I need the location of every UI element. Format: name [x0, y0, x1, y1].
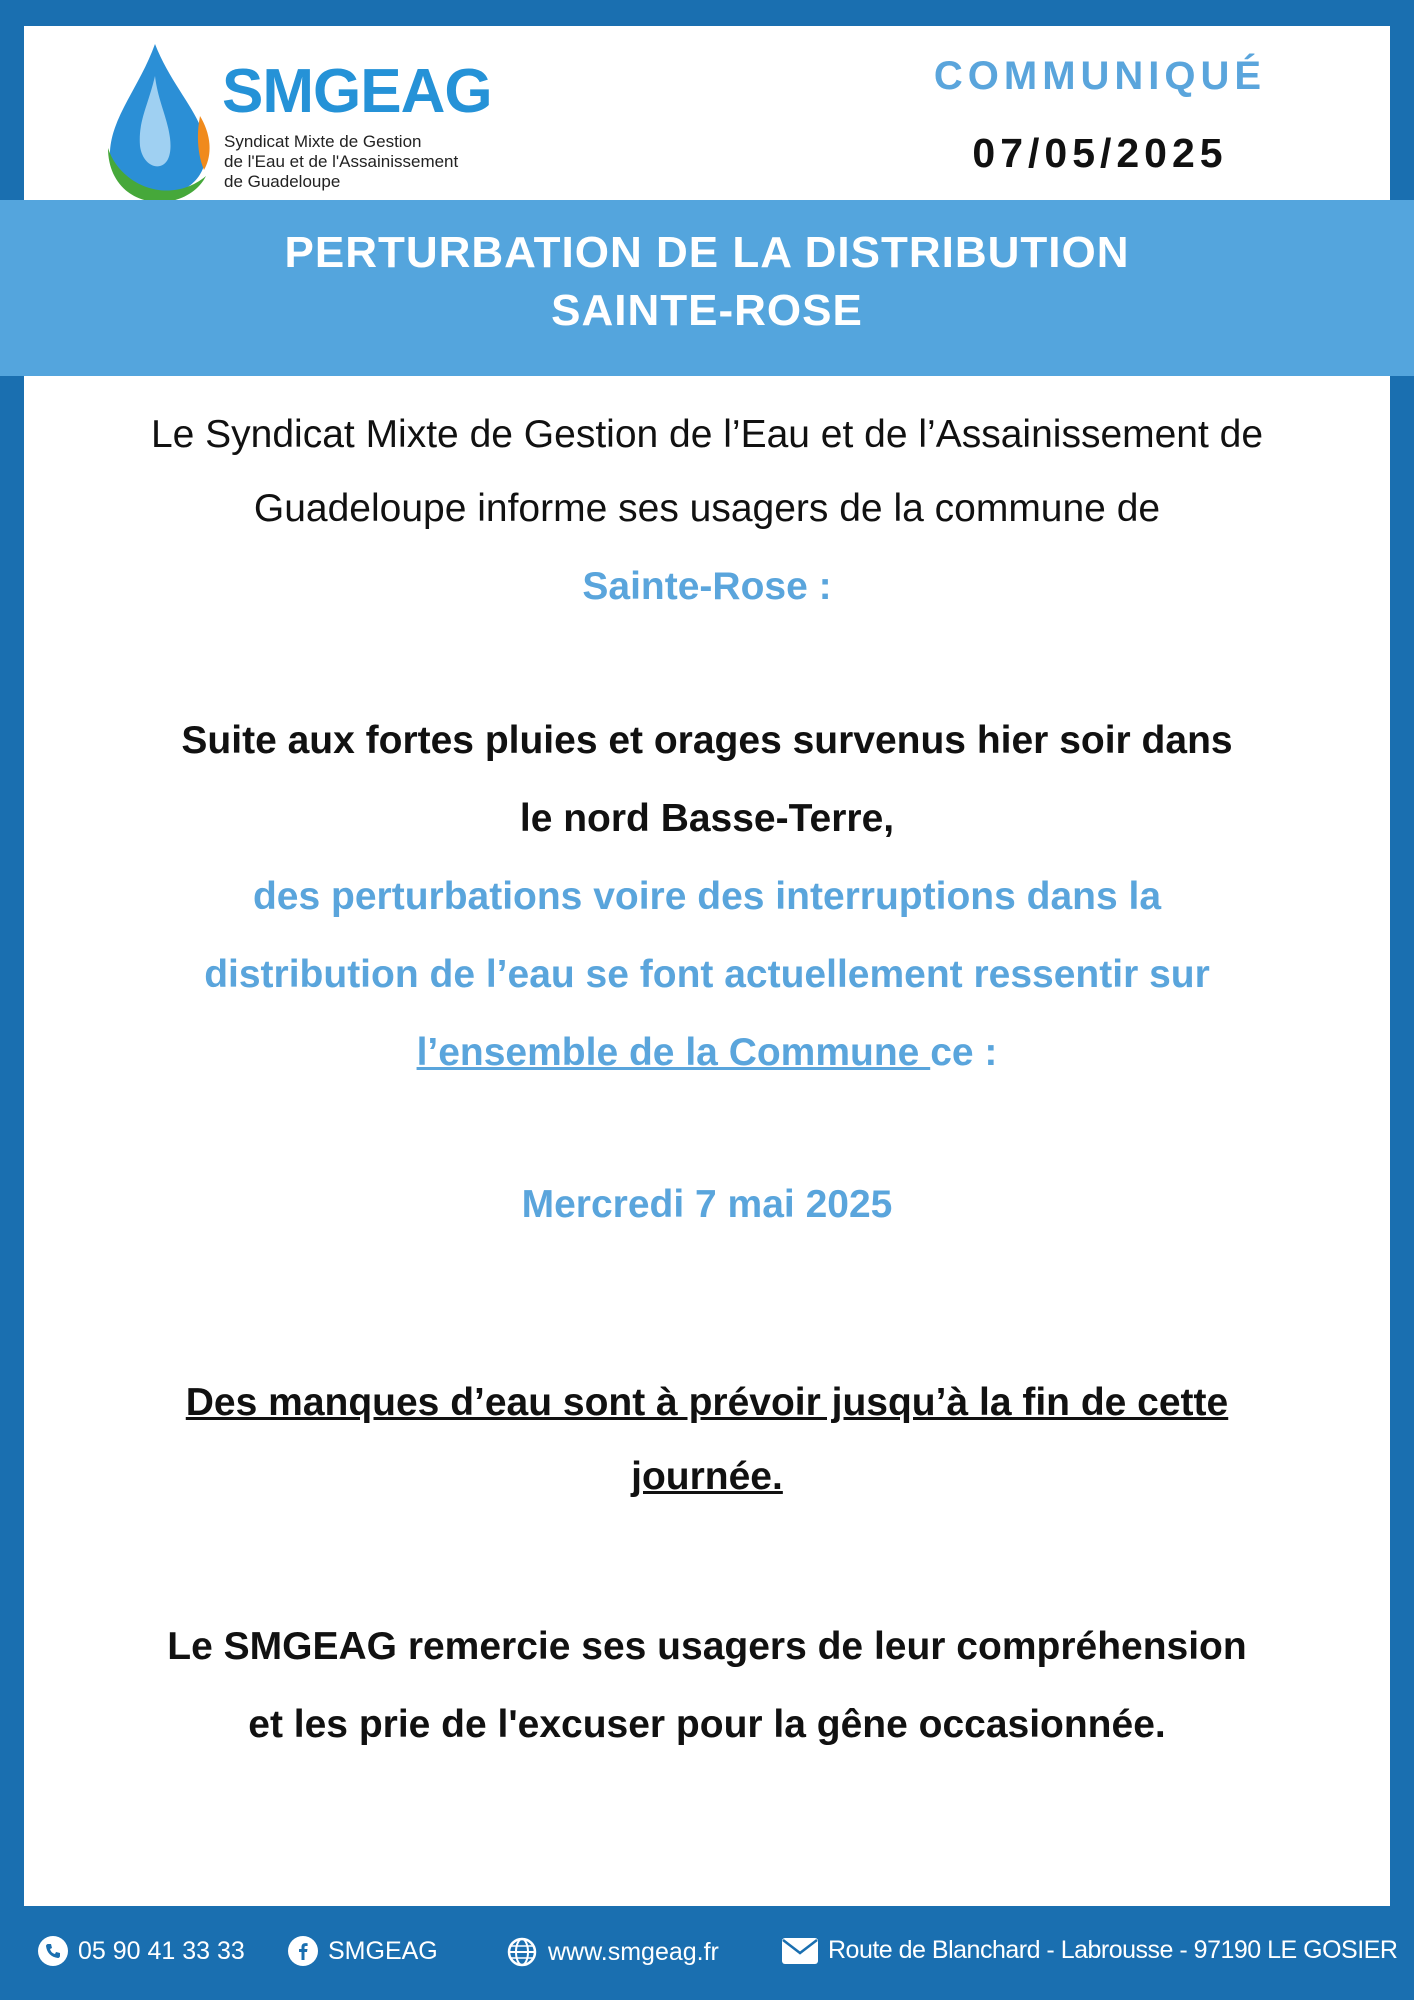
communique-label: COMMUNIQUÉ [933, 54, 1267, 98]
footer-address [782, 1936, 1397, 1965]
shortage-line: Des manques d’eau sont à prévoir jusqu’à la fin de cette [185, 1381, 1229, 1424]
globe-icon [506, 1936, 538, 1968]
rain-line: le nord Basse-Terre, [519, 797, 895, 840]
shortage-paragraph [67, 1366, 1347, 1514]
rain-paragraph [67, 702, 1347, 858]
communique-date: 07/05/2025 [972, 130, 1228, 176]
phone-icon [38, 1936, 68, 1966]
footer-address-text: Route de Blanchard - Labrousse - 97190 LE GOSIER [828, 1936, 1398, 1964]
footer-facebook-text: SMGEAG [328, 1936, 438, 1965]
smgeag-logo [100, 36, 560, 196]
perturbation-line [67, 1014, 1347, 1092]
facebook-icon [288, 1936, 318, 1966]
intro-line: Guadeloupe informe ses usagers de la commune de [253, 487, 1161, 530]
logo-subtitle [224, 132, 458, 192]
perturbation-paragraph [67, 858, 1347, 1092]
perturbation-line: des perturbations voire des interruptions dans la [252, 875, 1162, 918]
commune-name: Sainte-Rose : [582, 565, 832, 608]
footer-facebook[interactable] [288, 1936, 438, 1966]
mail-icon [782, 1938, 818, 1964]
banner-subtitle: SAINTE-ROSE [551, 286, 863, 335]
footer-phone[interactable] [38, 1936, 245, 1966]
perturbation-scope: l’ensemble de la Commune [416, 1031, 931, 1074]
thanks-line: Le SMGEAG remercie ses usagers de leur compréhension [167, 1625, 1247, 1668]
intro-line: Le Syndicat Mixte de Gestion de l’Eau et de l’Assainissement de [150, 413, 1264, 456]
footer-website[interactable] [506, 1936, 719, 1968]
logo-subtitle-line: Syndicat Mixte de Gestion [224, 132, 422, 151]
logo-wordmark: SMGEAG [222, 57, 492, 126]
communique-body [24, 398, 1390, 1764]
thanks-paragraph [37, 1608, 1377, 1764]
footer-bar [0, 1906, 1414, 2000]
intro-paragraph [77, 398, 1337, 624]
rain-line: Suite aux fortes pluies et orages survenus hier soir dans [181, 719, 1233, 762]
logo-subtitle-line: de Guadeloupe [224, 172, 341, 191]
logo-subtitle-line: de l'Eau et de l'Assainissement [224, 152, 459, 171]
banner-title: PERTURBATION DE LA DISTRIBUTION [284, 228, 1130, 277]
perturbation-line: distribution de l’eau se font actuellement ressentir sur [204, 953, 1210, 996]
thanks-line: et les prie de l'excuser pour la gêne occasionnée. [248, 1703, 1166, 1746]
title-banner [0, 200, 1414, 376]
water-drop-logo-icon [100, 36, 220, 201]
footer-phone-text: 05 90 41 33 33 [78, 1936, 245, 1965]
shortage-line: journée. [631, 1455, 783, 1498]
affected-day: Mercredi 7 mai 2025 [521, 1183, 893, 1226]
perturbation-tail: ce : [930, 1031, 998, 1074]
footer-website-text: www.smgeag.fr [548, 1937, 719, 1966]
